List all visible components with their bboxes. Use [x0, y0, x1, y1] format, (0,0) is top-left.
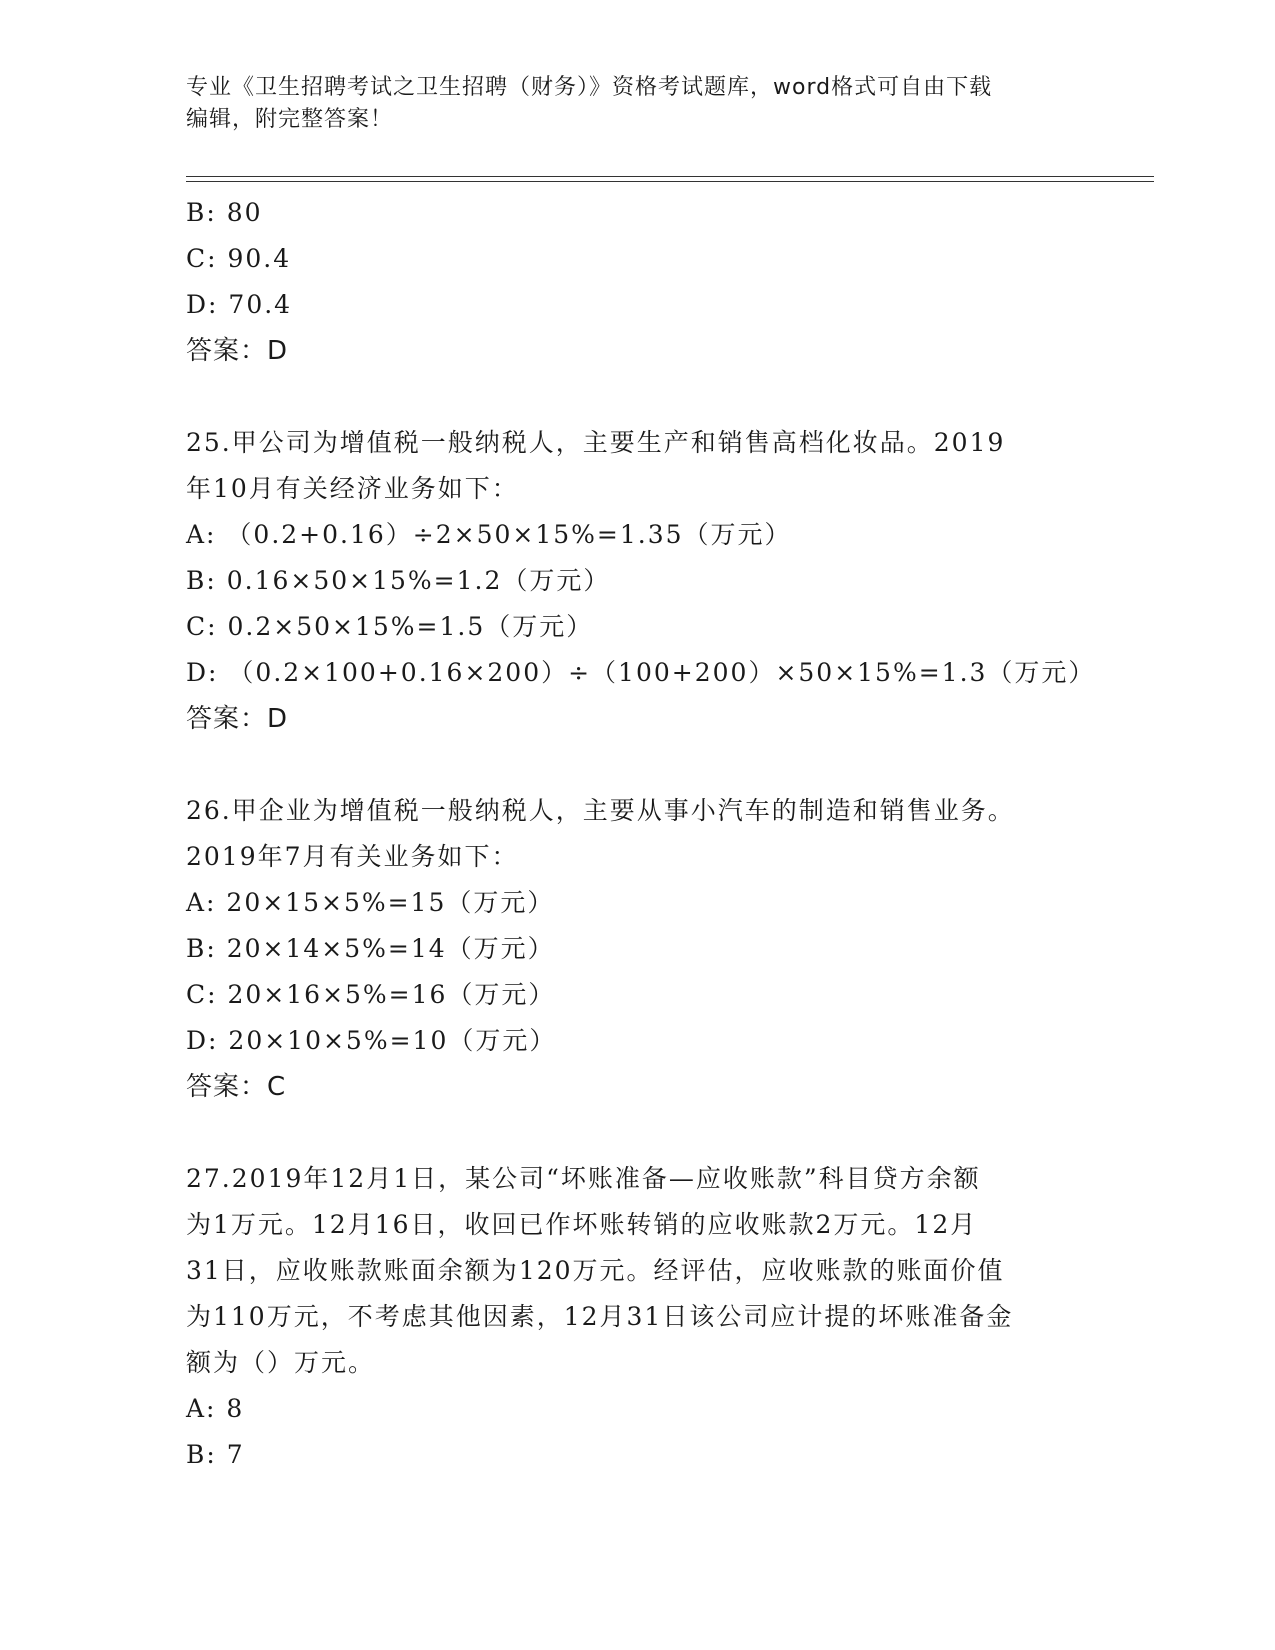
- question-stem: 25.甲公司为增值税一般纳税人，主要生产和销售高档化妆品。2019: [186, 428, 1006, 457]
- option-b: B: 80: [186, 198, 263, 227]
- option-c: C: 90.4: [186, 244, 292, 273]
- option-d: D: 70.4: [186, 290, 293, 319]
- spacer: [186, 742, 1086, 788]
- option-c: C: 20×16×5%=16（万元）: [186, 980, 556, 1009]
- spacer: [186, 1110, 1086, 1156]
- option-a: A: 20×15×5%=15（万元）: [186, 888, 555, 917]
- option-c: C: 0.2×50×15%=1.5（万元）: [186, 612, 594, 641]
- question-25: [186, 420, 1096, 742]
- header-divider: [186, 176, 1154, 182]
- question-stem: 为110万元，不考虑其他因素，12月31日该公司应计提的坏账准备金: [186, 1302, 1014, 1331]
- prev-question-options: [186, 190, 1086, 374]
- spacer: [186, 374, 1086, 420]
- header-line-2: 编辑，附完整答案！: [186, 107, 394, 132]
- header-line-1: 专业《卫生招聘考试之卫生招聘（财务）》资格考试题库，word格式可自由下载: [186, 75, 993, 100]
- question-stem: 为1万元。12月16日，收回已作坏账转销的应收账款2万元。12月: [186, 1210, 978, 1239]
- question-content: [186, 190, 1096, 1478]
- question-stem: 额为（）万元。: [186, 1348, 376, 1377]
- question-27: [186, 1156, 1086, 1478]
- answer-label: 答案：C: [186, 1072, 287, 1102]
- question-stem: 年10月有关经济业务如下：: [186, 474, 519, 503]
- answer-label: 答案：D: [186, 704, 289, 734]
- question-stem: 27.2019年12月1日，某公司“坏账准备—应收账款”科目贷方余额: [186, 1164, 981, 1193]
- option-a: A: 8: [186, 1394, 245, 1423]
- option-a: A: （0.2+0.16）÷2×50×15%=1.35（万元）: [186, 520, 792, 549]
- page-header: [186, 72, 1066, 136]
- question-stem: 26.甲企业为增值税一般纳税人，主要从事小汽车的制造和销售业务。: [186, 796, 1015, 825]
- option-d: D: （0.2×100+0.16×200）÷（100+200）×50×15%=1.3（万元）: [186, 658, 1096, 687]
- option-b: B: 0.16×50×15%=1.2（万元）: [186, 566, 611, 595]
- question-stem: 2019年7月有关业务如下：: [186, 842, 519, 871]
- option-b: B: 20×14×5%=14（万元）: [186, 934, 555, 963]
- option-d: D: 20×10×5%=10（万元）: [186, 1026, 557, 1055]
- question-stem: 31日，应收账款账面余额为120万元。经评估，应收账款的账面价值: [186, 1256, 1005, 1285]
- option-b: B: 7: [186, 1440, 245, 1469]
- answer-label: 答案：D: [186, 336, 289, 366]
- question-26: [186, 788, 1086, 1110]
